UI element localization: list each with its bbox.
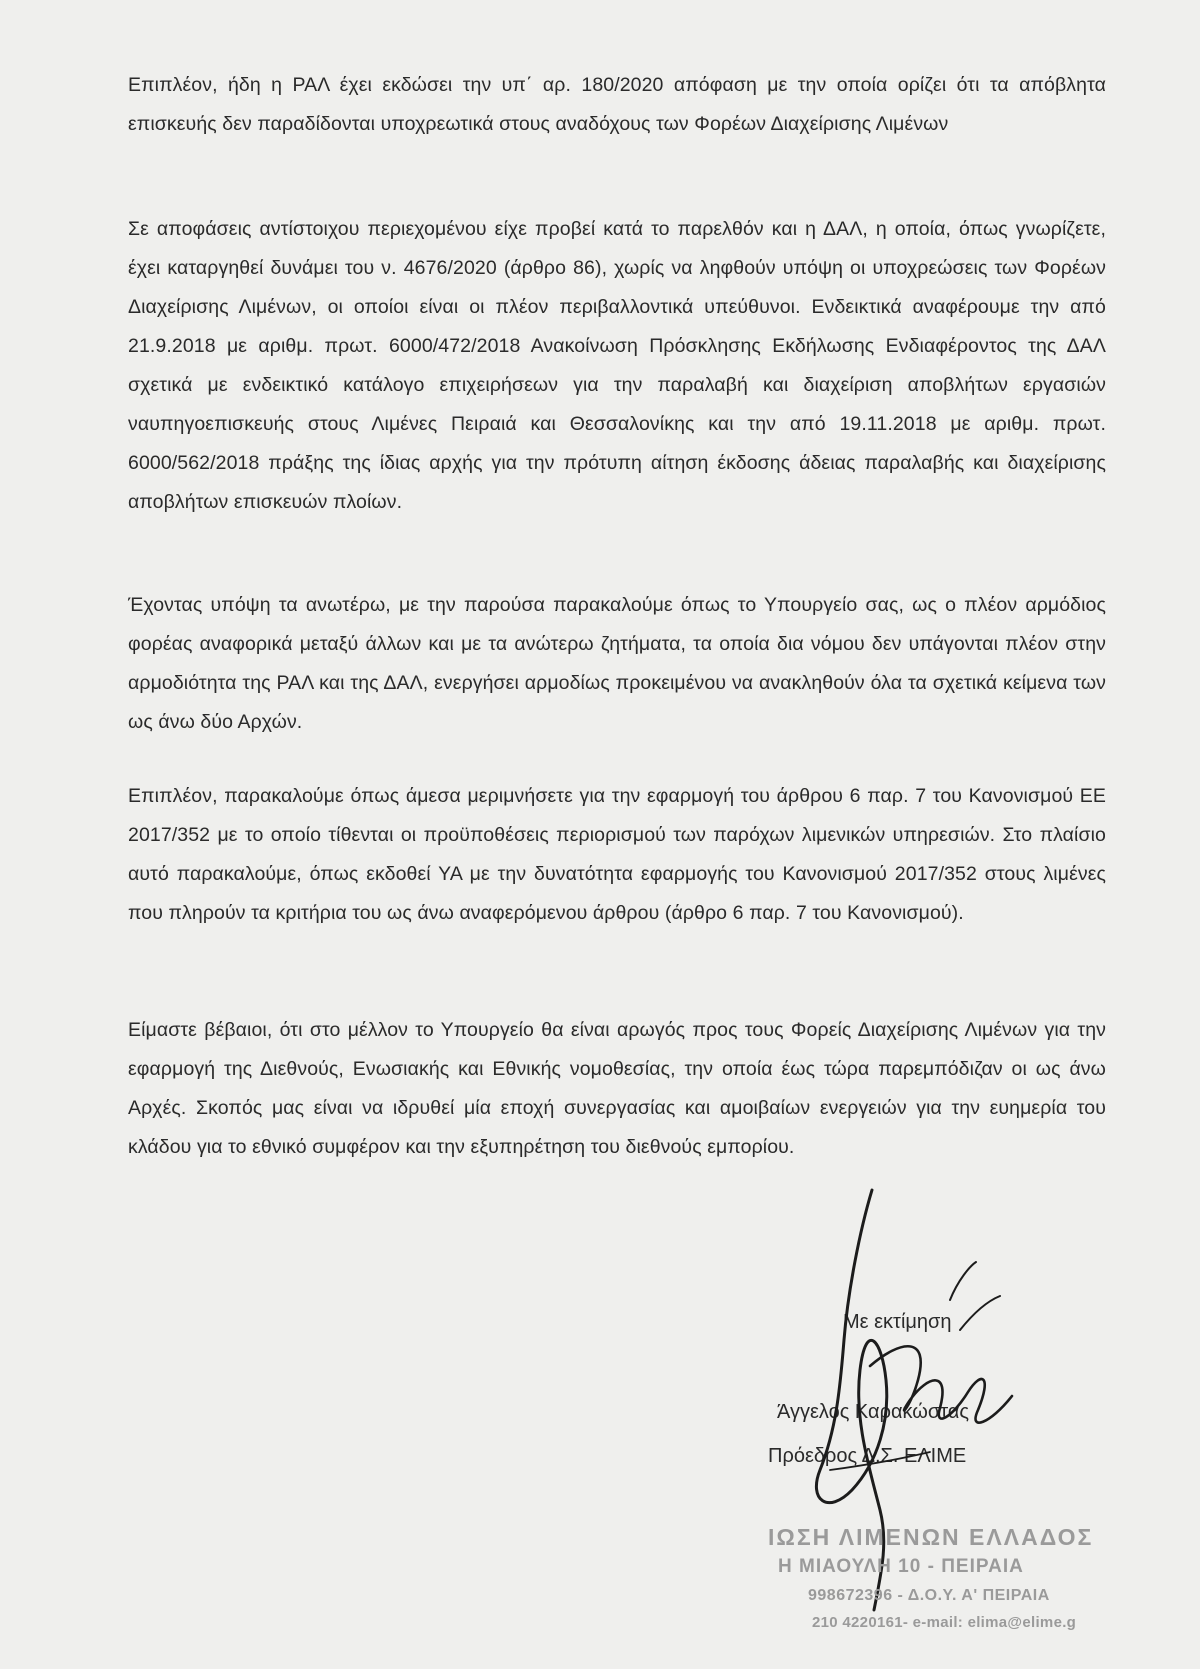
body-paragraph-2 — [128, 210, 1106, 522]
body-paragraph-5 — [128, 1011, 1106, 1167]
paragraph-text: Έχοντας υπόψη τα ανωτέρω, με την παρούσα παρακαλούμε όπως το Υπουργείο σας, ως ο πλέον αρμόδιος φορέας αναφορικά μεταξύ άλλων και με τα ανώτερω ζητήματα, τα οποία δια νόμου δεν υπάγονται πλέον στην αρμοδιότητα της ΡΑΛ και της ΔΑΛ, ενεργήσει αρμοδίως προκειμένου να ανακληθούν όλα τα σχετικά κείμενα των ως άνω δύο Αρχών. — [128, 594, 1106, 733]
paragraph-text: Επιπλέον, παρακαλούμε όπως άμεσα μεριμνήσετε για την εφαρμογή του άρθρου 6 παρ. 7 του Κανονισμού ΕΕ 2017/352 με το οποίο τίθενται οι προϋποθέσεις περιορισμού των παρόχων λιμενικών υπηρεσιών. Στο πλαίσιο αυτό παρακαλούμε, όπως εκδοθεί ΥΑ με την δυνατότητα εφαρμογής του Κανονισμού 2017/352 στους λιμένες που πληρούν τα κριτήρια του ως άνω αναφερόμενου άρθρου (άρθρο 6 παρ. 7 του Κανονισμού). — [128, 785, 1106, 924]
signatory-title: Πρόεδρος Δ.Σ. ΕΛΙΜΕ — [768, 1445, 967, 1467]
body-paragraph-4 — [128, 777, 1106, 933]
signatory-name: Άγγελος Καρακώστας — [777, 1401, 970, 1423]
paragraph-text: Σε αποφάσεις αντίστοιχου περιεχομένου είχε προβεί κατά το παρελθόν και η ΔΑΛ, η οποία, όπως γνωρίζετε, έχει καταργηθεί δυνάμει του ν. 4676/2020 (άρθρο 86), χωρίς να ληφθούν υπόψη οι υποχρεώσεις των Φορέων Διαχείρισης Λιμένων, οι οποίοι είναι οι πλέον περιβαλλοντικά υπεύθυνοι. Ενδεικτικά αναφέρουμε την από 21.9.2018 με αριθμ. πρωτ. 6000/472/2018 Ανακοίνωση Πρόσκλησης Εκδήλωσης Ενδιαφέροντος της ΔΑΛ σχετικά με ενδεικτικό κατάλογο επιχειρήσεων για την παραλαβή και διαχείριση αποβλήτων εργασιών ναυπηγοεπισκευής στους Λιμένες Πειραιά και Θεσσαλονίκης και την από 19.11.2018 με αριθμ. πρωτ. 6000/562/2018 πράξης της ίδιας αρχής για την πρότυπη αίτηση έκδοσης άδειας παραλαβής και διαχείρισης αποβλήτων επισκευών πλοίων. — [128, 218, 1106, 513]
body-paragraph-1 — [128, 66, 1106, 144]
stamp-line-3: 998672396 - Δ.Ο.Υ. Α' ΠΕΙΡΑΙΑ — [808, 1587, 1050, 1604]
paragraph-text: Είμαστε βέβαιοι, ότι στο μέλλον το Υπουργείο θα είναι αρωγός προς τους Φορείς Διαχείρισης Λιμένων για την εφαρμογή της Διεθνούς, Ενωσιακής και Εθνικής νομοθεσίας, την οποία έως τώρα παρεμπόδιζαν οι ως άνω Αρχές. Σκοπός μας είναι να ιδρυθεί μία εποχή συνεργασίας και αμοιβαίων ενεργειών για την ευημερία του κλάδου για το εθνικό συμφέρον και την εξυπηρέτηση του διεθνούς εμπορίου. — [128, 1019, 1106, 1158]
paragraph-text: Επιπλέον, ήδη η ΡΑΛ έχει εκδώσει την υπ΄ αρ. 180/2020 απόφαση με την οποία ορίζει ότι τα απόβλητα επισκευής δεν παραδίδονται υποχρεωτικά στους αναδόχους των Φορέων Διαχείρισης Λιμένων — [128, 74, 1106, 135]
stamp-line-1: ΙΩΣΗ ΛΙΜΕΝΩΝ ΕΛΛΑΔΟΣ — [768, 1524, 1094, 1550]
body-paragraph-3 — [128, 586, 1106, 742]
organization-stamp — [768, 1522, 1188, 1636]
stamp-line-4: 210 4220161- e-mail: elima@elime.g — [812, 1614, 1077, 1631]
closing-salutation: Με εκτίμηση — [843, 1311, 952, 1333]
stamp-line-2: Η ΜΙΑΟΥΛΗ 10 - ΠΕΙΡΑΙΑ — [778, 1556, 1024, 1577]
